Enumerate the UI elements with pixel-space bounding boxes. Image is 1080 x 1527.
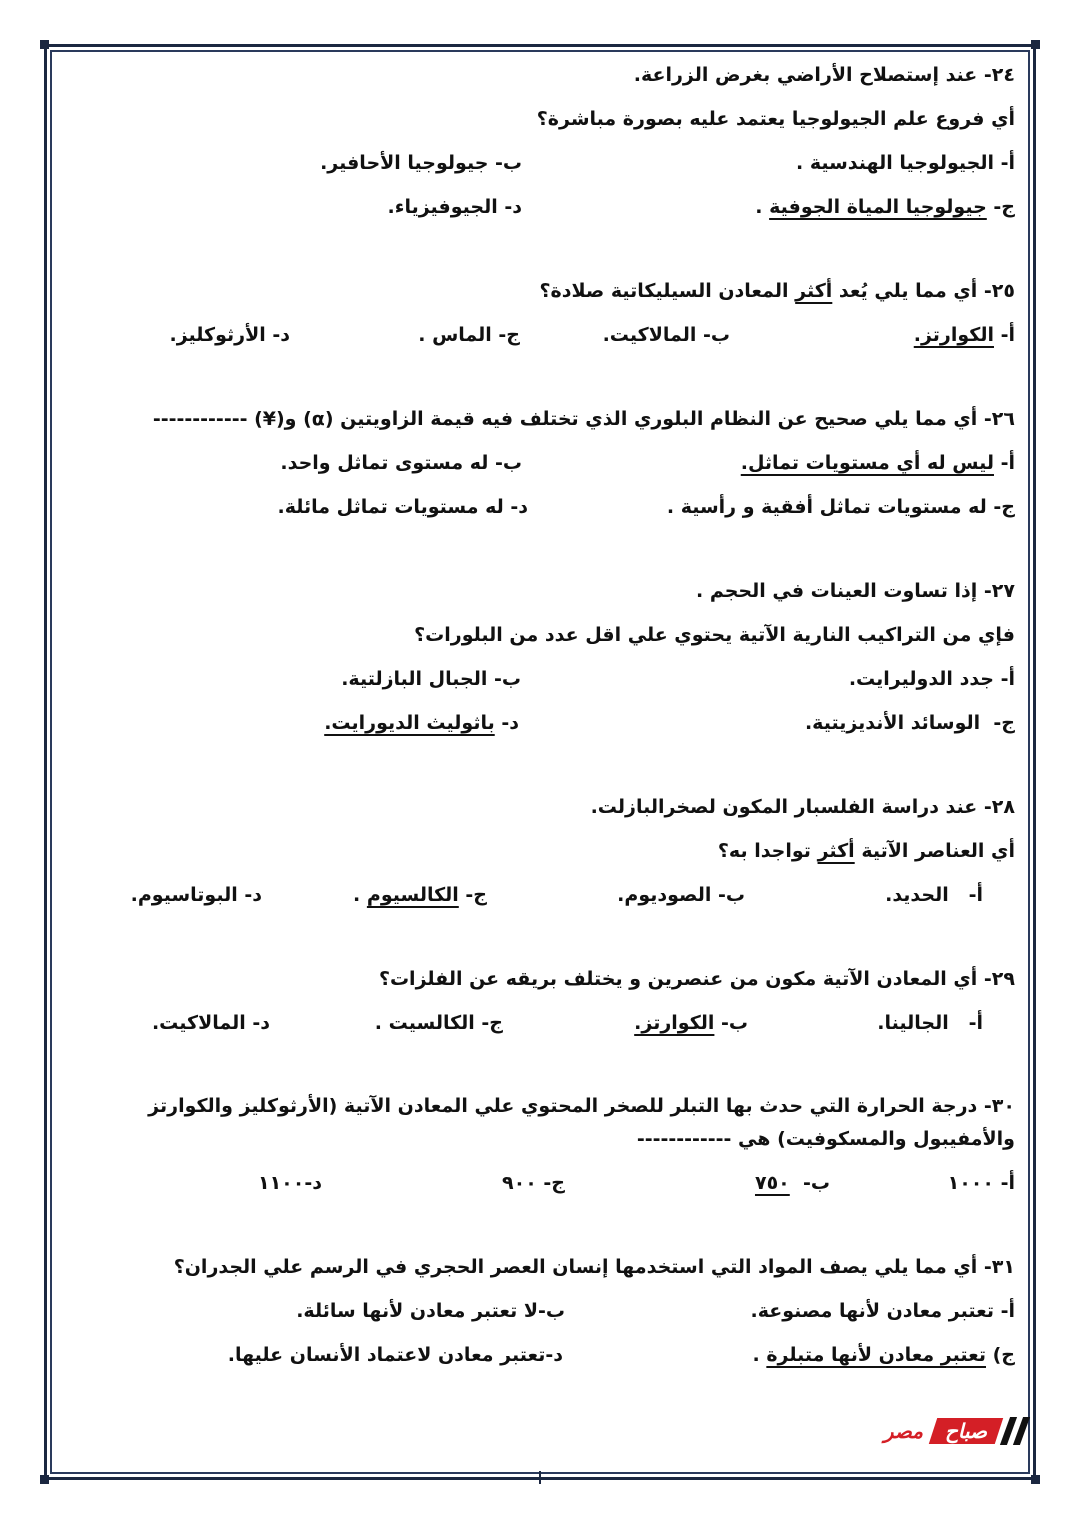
option-a: أ- ١٠٠٠ [947, 1172, 1015, 1194]
stem-part: أي مما يلي يُعد [832, 280, 978, 302]
option-label: د- [494, 712, 519, 734]
question-text: أي مما يلي صحيح عن النظام البلوري الذي تختلف فيه قيمة الزاويتين (α) و(¥) ------------ [152, 408, 978, 430]
option-d [324, 701, 519, 745]
sabah-masr-logo [884, 1416, 1025, 1446]
underlined-answer: ليس له أي مستويات تماثل. [740, 452, 994, 474]
question-stem [100, 1085, 1015, 1161]
option-a [741, 441, 1015, 485]
logo-word-misr: مصر [883, 1419, 923, 1443]
option-c: ج- الكالسيت . [374, 1012, 503, 1034]
logo-red-box [929, 1418, 1003, 1444]
options-row [100, 141, 1015, 185]
option-b: ب- له مستوى تماثل واحد. [280, 452, 522, 474]
stem-part: المعادن السيليكاتية صلادة؟ [539, 280, 796, 302]
question-stem [100, 53, 1015, 97]
options-row [100, 313, 1015, 357]
underlined-answer: الكالسيوم [366, 884, 459, 906]
question-stem [100, 269, 1015, 313]
option-label: أ- [993, 324, 1015, 346]
question-stem [100, 397, 1015, 441]
question-prompt [100, 829, 1015, 873]
option-d: د- له مستويات تماثل مائلة. [277, 496, 528, 518]
question-number: ٢٥- [983, 280, 1015, 302]
questions-list [100, 53, 1015, 1377]
option-a [914, 313, 1015, 357]
option-c: ج- الماس . [418, 324, 520, 346]
question-prompt: أي فروع علم الجيولوجيا يعتمد عليه بصورة مباشرة؟ [536, 108, 1015, 130]
underlined-answer: ٧٥٠ [754, 1172, 790, 1194]
question-30 [100, 1085, 1015, 1205]
question-text: درجة الحرارة التي حدث بها التبلر للصخر المحتوي علي المعادن الآتية (الأرثوكليز والكوارتز والأمفيبول والمسكوفيت) هي ------------ [148, 1095, 1015, 1150]
question-number: ٢٧- [983, 580, 1015, 602]
option-b: ب- الصوديوم. [617, 884, 745, 906]
question-text [539, 280, 977, 302]
options-row [100, 1289, 1015, 1333]
option-label: ج- [458, 884, 487, 906]
question-number: ٢٦- [983, 408, 1015, 430]
question-text: عند دراسة الفلسبار المكون لصخرالبازلت. [590, 796, 978, 818]
question-stem [100, 785, 1015, 829]
option-b: ب- الجبال البازلتية. [341, 668, 521, 690]
question-number: ٣٠- [983, 1095, 1015, 1117]
options-row [100, 701, 1015, 745]
option-suffix: . [755, 196, 770, 218]
options-row [100, 1333, 1015, 1377]
underlined-answer: الكوارتز. [634, 1012, 715, 1034]
question-31 [100, 1245, 1015, 1377]
border-tick [539, 1471, 541, 1484]
question-prompt: فإي من التراكيب النارية الآتية يحتوي علي اقل عدد من البلورات؟ [414, 624, 1015, 646]
border-corner [40, 1475, 49, 1484]
question-text: إذا تساوت العينات في الحجم . [696, 580, 978, 602]
question-stem [100, 1245, 1015, 1289]
option-suffix: . [752, 1344, 767, 1366]
option-a: أ- الجيولوجيا الهندسية . [796, 152, 1015, 174]
option-c [753, 1333, 1016, 1377]
question-29 [100, 957, 1015, 1045]
underlined-answer: الكوارتز. [913, 324, 994, 346]
option-suffix: . [353, 884, 367, 906]
option-d: د- المالاكيت. [151, 1012, 270, 1034]
options-row [100, 485, 1015, 529]
question-28 [100, 785, 1015, 917]
option-label: ب- [714, 1012, 748, 1034]
option-a: أ- تعتبر معادن لأنها مصنوعة. [750, 1300, 1015, 1322]
underlined-answer: باثوليث الديورايت. [324, 712, 495, 734]
options-row [100, 441, 1015, 485]
option-label: ج- [986, 196, 1015, 218]
question-number: ٢٨- [983, 796, 1015, 818]
option-a: أ- الجالينا. [877, 1012, 983, 1034]
option-label: أ- [993, 452, 1015, 474]
underlined-word: أكثر [817, 840, 855, 862]
question-text: أي المعادن الآتية مكون من عنصرين و يختلف بريقه عن الفلزات؟ [378, 968, 978, 990]
option-d: د-تعتبر معادن لاعتماد الأنسان عليها. [227, 1344, 563, 1366]
option-d: د- الجيوفيزياء. [387, 196, 522, 218]
option-d: د- الأرثوكليز. [169, 324, 290, 346]
question-stem [100, 957, 1015, 1001]
underlined-answer: جيولوجيا المياة الجوفية [769, 196, 987, 218]
option-d: د-١١٠٠ [257, 1172, 322, 1194]
option-c: ج- الوسائد الأنديزيتية. [804, 712, 1015, 734]
underlined-answer: تعتبر معادن لأنها متبلرة [766, 1344, 986, 1366]
border-corner [1031, 1475, 1040, 1484]
question-27 [100, 569, 1015, 745]
question-25 [100, 269, 1015, 357]
option-b: ب-لا تعتبر معادن لأنها سائلة. [296, 1300, 565, 1322]
options-row [100, 1161, 1015, 1205]
border-corner [1031, 40, 1040, 49]
option-c: ج- له مستويات تماثل أفقية و رأسية . [666, 496, 1015, 518]
options-row [100, 873, 1015, 917]
option-b [634, 1001, 748, 1045]
question-text: أي مما يلي يصف المواد التي استخدمها إنسان العصر الحجري في الرسم علي الجدران؟ [173, 1256, 978, 1278]
option-c [353, 873, 487, 917]
option-c [755, 185, 1015, 229]
option-label: ج) [986, 1344, 1015, 1366]
option-a: أ- الحديد. [885, 884, 983, 906]
option-c: ج- ٩٠٠ [502, 1172, 565, 1194]
option-a: أ- جدد الدوليرايت. [848, 668, 1015, 690]
underlined-word: أكثر [795, 280, 833, 302]
option-b: ب- المالاكيت. [602, 324, 730, 346]
question-number: ٢٩- [983, 968, 1015, 990]
option-b [755, 1161, 830, 1205]
question-number: ٣١- [983, 1256, 1015, 1278]
question-number: ٢٤- [983, 64, 1015, 86]
question-24 [100, 53, 1015, 229]
options-row [100, 657, 1015, 701]
option-d: د- البوتاسيوم. [130, 884, 262, 906]
border-corner [40, 40, 49, 49]
question-stem [100, 569, 1015, 613]
options-row [100, 1001, 1015, 1045]
question-text: عند إستصلاح الأراضي بغرض الزراعة. [633, 64, 978, 86]
option-b: ب- جيولوجيا الأحافير. [320, 152, 522, 174]
option-label: ب- [789, 1172, 830, 1194]
prompt-part: أي العناصر الآتية [854, 840, 1015, 862]
prompt-part: تواجدا به؟ [717, 840, 818, 862]
options-row [100, 185, 1015, 229]
question-26 [100, 397, 1015, 529]
logo-word-sabah: صباح [944, 1419, 987, 1443]
